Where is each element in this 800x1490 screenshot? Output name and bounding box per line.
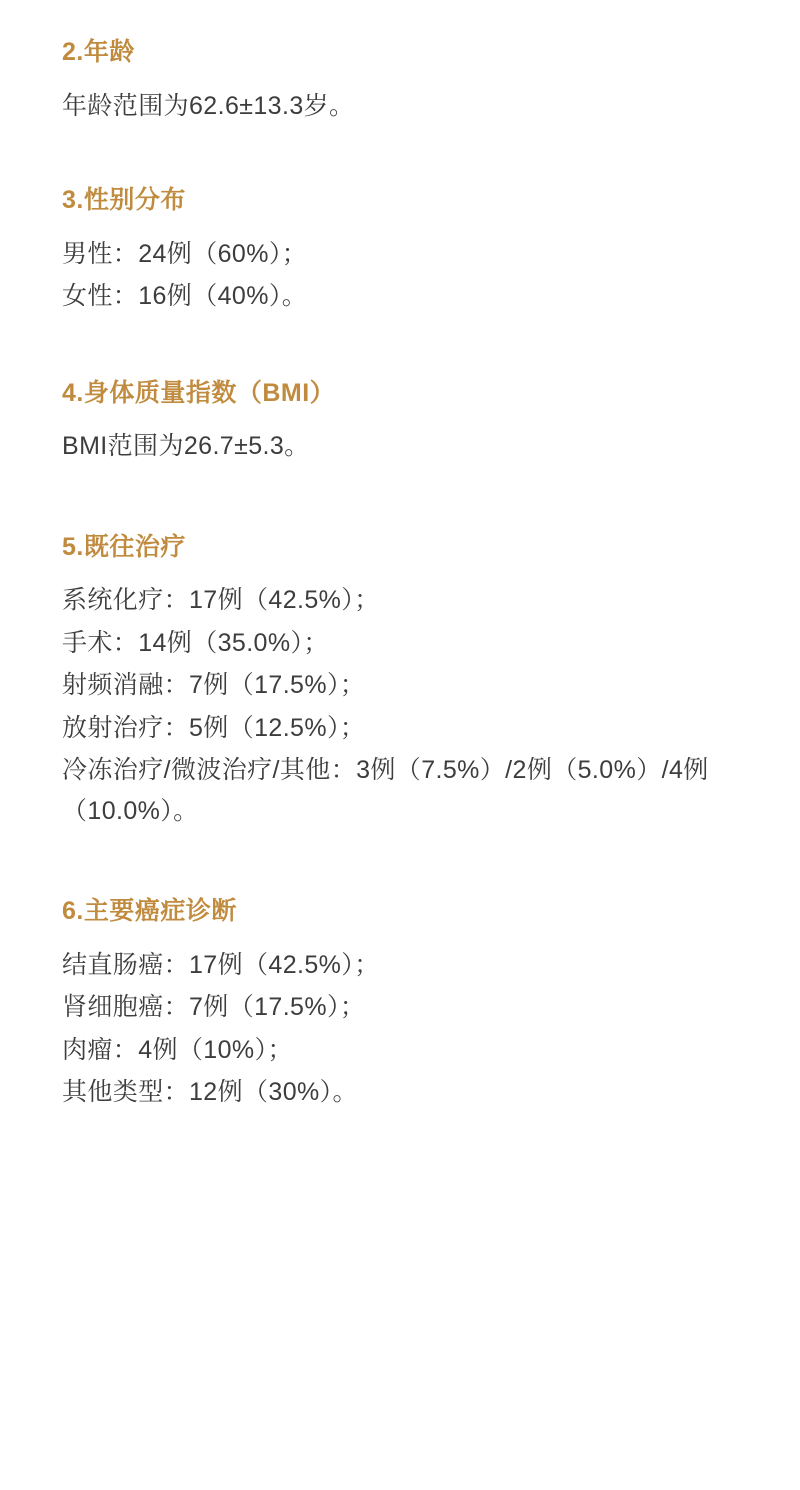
spacer bbox=[62, 867, 742, 893]
spacer bbox=[62, 162, 742, 182]
section-body-gender-distribution bbox=[62, 234, 742, 317]
section-body-prior-treatment bbox=[62, 580, 742, 831]
text-line: 射频消融：7例（17.5%）； bbox=[62, 671, 366, 699]
text-line: 冷冻治疗/微波治疗/其他：3例（7.5%）/2例（5.0%）/4例（10.0%）。 bbox=[62, 756, 709, 825]
spacer bbox=[62, 503, 742, 529]
text-line: 放射治疗：5例（12.5%）； bbox=[62, 713, 366, 742]
text-line: 肉瘤：4例（10%）； bbox=[62, 1035, 293, 1064]
section-body-age bbox=[62, 86, 742, 127]
section-heading-prior-treatment: 5.既往治疗 bbox=[62, 532, 186, 561]
section-heading-bmi: 4.身体质量指数（BMI） bbox=[62, 378, 336, 407]
section-body-bmi bbox=[62, 426, 742, 467]
section-bmi bbox=[62, 375, 742, 467]
section-heading-age: 2.年龄 bbox=[62, 38, 135, 66]
section-primary-cancer-diagnosis bbox=[62, 893, 742, 1113]
section-prior-treatment bbox=[62, 529, 742, 832]
text-line: 手术：14例（35.0%）； bbox=[62, 628, 329, 657]
section-heading-primary-cancer-diagnosis: 6.主要癌症诊断 bbox=[62, 897, 237, 925]
section-gender-distribution bbox=[62, 182, 742, 317]
section-age bbox=[62, 34, 742, 126]
text-line: 男性：24例（60%）； bbox=[62, 239, 308, 268]
text-line: 结直肠癌：17例（42.5%）； bbox=[62, 950, 380, 979]
text-line: 年龄范围为62.6±13.3岁。 bbox=[62, 91, 355, 120]
section-heading-gender-distribution: 3.性别分布 bbox=[62, 186, 186, 214]
text-line: 肾细胞癌：7例（17.5%）； bbox=[62, 993, 366, 1021]
text-line: 其他类型：12例（30%）。 bbox=[62, 1078, 358, 1106]
text-line: BMI范围为26.7±5.3。 bbox=[62, 432, 310, 460]
section-body-primary-cancer-diagnosis bbox=[62, 945, 742, 1113]
text-line: 系统化疗：17例（42.5%）； bbox=[62, 586, 380, 614]
spacer bbox=[62, 353, 742, 375]
text-line: 女性：16例（40%）。 bbox=[62, 282, 308, 310]
